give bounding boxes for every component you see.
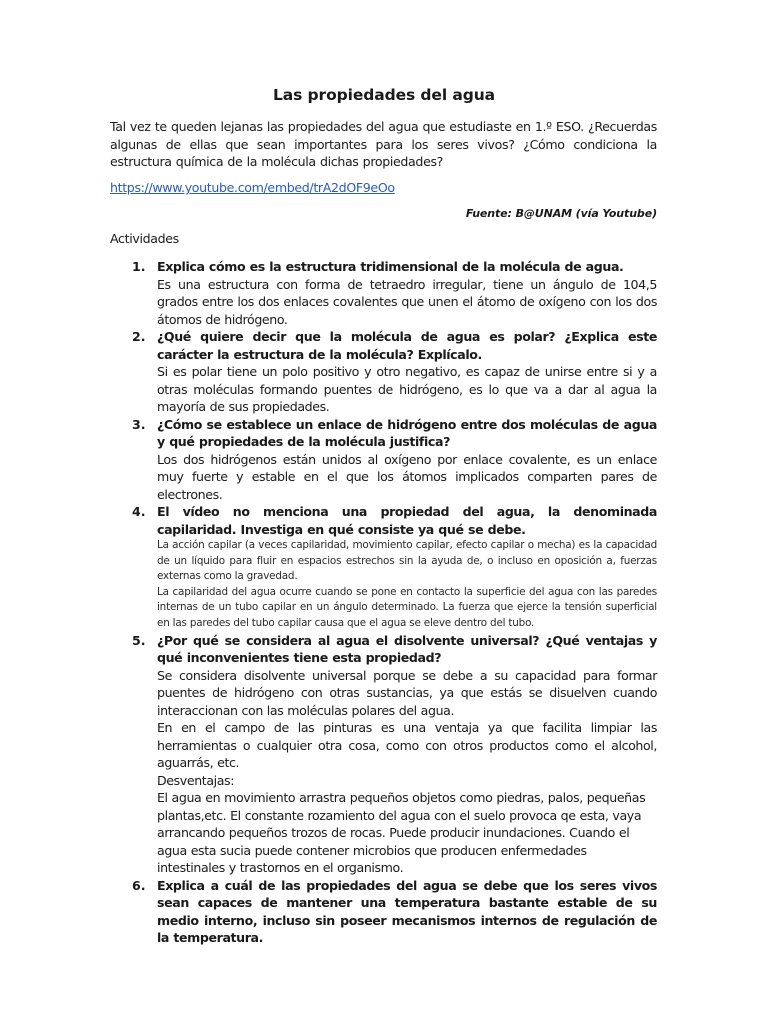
- activities-list: [0, 258, 768, 947]
- activities-heading: Actividades: [110, 231, 179, 246]
- item-answer: Desventajas:: [157, 772, 235, 788]
- activity-item-4: [0, 503, 657, 632]
- item-number: 2.: [132, 329, 146, 344]
- item-answer-small: La acción capilar (a veces capilaridad, movimiento capilar, efecto capilar o mecha) es la capacidad de un líquido para fluir en espacios estrechos sin la ayuda de, o incluso en oposición a, fuerzas externas como la gravedad.: [157, 539, 657, 583]
- activity-item-3: [0, 416, 657, 504]
- page-title: Las propiedades del agua: [272, 86, 496, 104]
- item-question: ¿Cómo se establece un enlace de hidrógeno entre dos moléculas de agua y qué propiedades de la molécula justifica?: [157, 416, 657, 449]
- item-number: 1.: [132, 259, 146, 274]
- item-answer: En en el campo de las pinturas es una ventaja ya que facilita limpiar las herramientas o cualquier otra cosa, como con otros productos como el alcohol, aguarrás, etc.: [157, 720, 657, 771]
- item-answer: Si es polar tiene un polo positivo y otro negativo, es capaz de unirse entre si y a otras moléculas formando puentes de hidrógeno, es lo que va a dar al agua la mayoría de sus propiedades.: [157, 364, 657, 414]
- item-question: El vídeo no menciona una propiedad del agua, la denominada capilaridad. Investiga en qué consiste ya qué se debe.: [157, 504, 657, 537]
- intro-paragraph: Tal vez te queden lejanas las propiedades del agua que estudiaste en 1.º ESO. ¿Recuerdas algunas de ellas que sean importantes para los seres vivos? ¿Cómo condiciona la estructura química de la molécula dichas propiedades?: [110, 119, 657, 169]
- item-answer-small: La capilaridad del agua ocurre cuando se pone en contacto la superficie del agua con las paredes internas de un tubo capilar en un ángulo determinado. La fuerza que ejerce la tensión superficial en las paredes del tubo capilar causa que el agua se eleve dentro del tubo.: [157, 585, 657, 629]
- item-number: 5.: [132, 632, 146, 648]
- item-question: ¿Por qué se considera al agua el disolvente universal? ¿Qué ventajas y qué inconvenientes tiene esta propiedad?: [157, 632, 657, 666]
- video-link[interactable]: https://www.youtube.com/embed/trA2dOF9eOo: [110, 180, 395, 195]
- activity-item-6: [0, 877, 657, 947]
- item-answer: Es una estructura con forma de tetraedro irregular, tiene un ángulo de 104,5 grados entre los dos enlaces covalentes que unen el átomo de oxígeno con los dos átomos de hidrógeno.: [157, 276, 657, 327]
- activity-item-5: [0, 632, 657, 877]
- source-caption: Fuente: B@UNAM (vía Youtube): [465, 207, 657, 220]
- item-question: Explica a cuál de las propiedades del agua se debe que los seres vivos sean capaces de mantener una temperatura bastante estable de su medio interno, incluso sin poseer mecanismos internos de regulación de la temperatura.: [157, 877, 657, 946]
- item-answer: Se considera disolvente universal porque se debe a su capacidad para formar puentes de hidrógeno con otras sustancias, ya que estás se disuelven cuando interaccionan con las moléculas polares del agua.: [157, 667, 657, 718]
- item-number: 3.: [132, 416, 146, 432]
- item-question: Explica cómo es la estructura tridimensional de la molécula de agua.: [157, 259, 624, 274]
- item-answer: El agua en movimiento arrastra pequeños objetos como piedras, palos, pequeñas plantas,etc. El constante rozamiento del agua con el suelo provoca qe esta, vaya arrancando pequeños trozos de rocas. Puede producir inundaciones. Cuando el agua esta sucia puede contener microbios que producen enfermedades intestinales y trastornos en el organismo.: [157, 790, 646, 876]
- activity-item-2: [0, 328, 657, 416]
- item-number: 4.: [132, 504, 146, 519]
- item-answer: Los dos hidrógenos están unidos al oxígeno por enlace covalente, es un enlace muy fuerte y estable en el que los átomos implicados comparten pares de electrones.: [157, 451, 657, 502]
- activity-item-1: [0, 258, 657, 328]
- item-question: ¿Qué quiere decir que la molécula de agua es polar? ¿Explica este carácter la estructura de la molécula? Explícalo.: [157, 329, 657, 362]
- item-number: 6.: [132, 877, 146, 893]
